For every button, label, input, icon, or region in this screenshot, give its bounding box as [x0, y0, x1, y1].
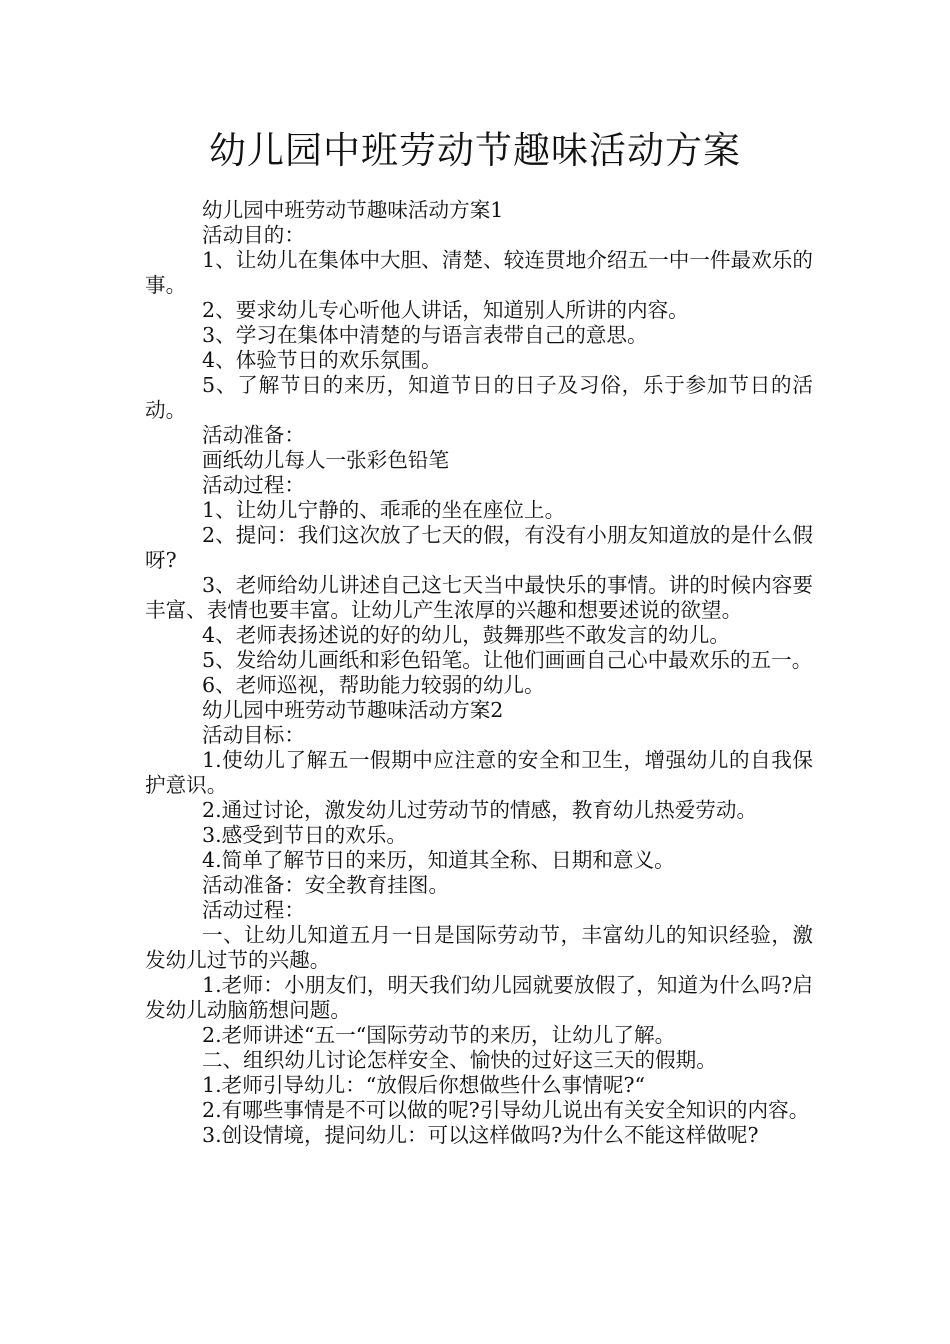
- paragraph: 4、体验节日的欢乐氛围。: [202, 348, 442, 372]
- paragraph: 3、老师给幼儿讲述自己这七天当中最快乐的事情。讲的时候内容要丰富、表情也要丰富。让幼儿产生浓厚的兴趣和想要述说的欲望。: [145, 573, 813, 622]
- paragraph: 2.老师讲述“五一“国际劳动节的来历，让幼儿了解。: [202, 1023, 676, 1047]
- paragraph: 5、了解节日的来历，知道节日的日子及习俗，乐于参加节日的活动。: [145, 373, 813, 422]
- paragraph: 1.老师引导幼儿：“放假后你想做些什么事情呢?“: [202, 1073, 646, 1097]
- paragraph: 4、老师表扬述说的好的幼儿，鼓舞那些不敢发言的幼儿。: [202, 623, 730, 647]
- paragraph: 1.老师：小朋友们，明天我们幼儿园就要放假了，知道为什么吗?启发幼儿动脑筋想问题。: [145, 973, 813, 1022]
- paragraph: 2.有哪些事情是不可以做的呢?引导幼儿说出有关安全知识的内容。: [202, 1098, 810, 1122]
- paragraph: 活动过程：: [202, 898, 305, 922]
- document-title: 幼儿园中班劳动节趣味活动方案: [209, 129, 741, 172]
- paragraph: 活动准备：安全教育挂图。: [202, 873, 450, 897]
- paragraph: 3.创设情境，提问幼儿：可以这样做吗?为什么不能这样做呢?: [202, 1123, 759, 1147]
- paragraph: 4.简单了解节日的来历，知道其全称、日期和意义。: [202, 848, 675, 872]
- paragraph: 2、要求幼儿专心听他人讲话，知道别人所讲的内容。: [202, 298, 689, 322]
- paragraph: 二、组织幼儿讨论怎样安全、愉快的过好这三天的假期。: [202, 1048, 717, 1072]
- paragraph: 6、老师巡视，帮助能力较弱的幼儿。: [202, 673, 545, 697]
- paragraph: 活动目标：: [202, 723, 305, 747]
- paragraph: 1.使幼儿了解五一假期中应注意的安全和卫生，增强幼儿的自我保护意识。: [145, 748, 813, 797]
- paragraph: 活动准备：: [202, 423, 305, 447]
- paragraph: 画纸幼儿每人一张彩色铅笔: [202, 448, 450, 472]
- paragraph: 3.感受到节日的欢乐。: [202, 823, 407, 847]
- paragraph: 1、让幼儿宁静的、乖乖的坐在座位上。: [202, 498, 566, 522]
- section-heading: 幼儿园中班劳动节趣味活动方案1: [202, 198, 504, 222]
- paragraph: 2、提问：我们这次放了七天的假，有没有小朋友知道放的是什么假呀?: [145, 523, 813, 572]
- document-body: [145, 198, 813, 1148]
- section-heading: 幼儿园中班劳动节趣味活动方案2: [202, 698, 504, 722]
- paragraph: 活动过程：: [202, 473, 305, 497]
- paragraph: 3、学习在集体中清楚的与语言表带自己的意思。: [202, 323, 648, 347]
- paragraph: 1、让幼儿在集体中大胆、清楚、较连贯地介绍五一中一件最欢乐的事。: [145, 248, 813, 297]
- paragraph: 一、让幼儿知道五月一日是国际劳动节，丰富幼儿的知识经验，激发幼儿过节的兴趣。: [145, 923, 813, 972]
- paragraph: 活动目的：: [202, 223, 305, 247]
- paragraph: 5、发给幼儿画纸和彩色铅笔。让他们画画自己心中最欢乐的五一。: [202, 648, 813, 672]
- paragraph: 2.通过讨论，激发幼儿过劳动节的情感，教育幼儿热爱劳动。: [202, 798, 758, 822]
